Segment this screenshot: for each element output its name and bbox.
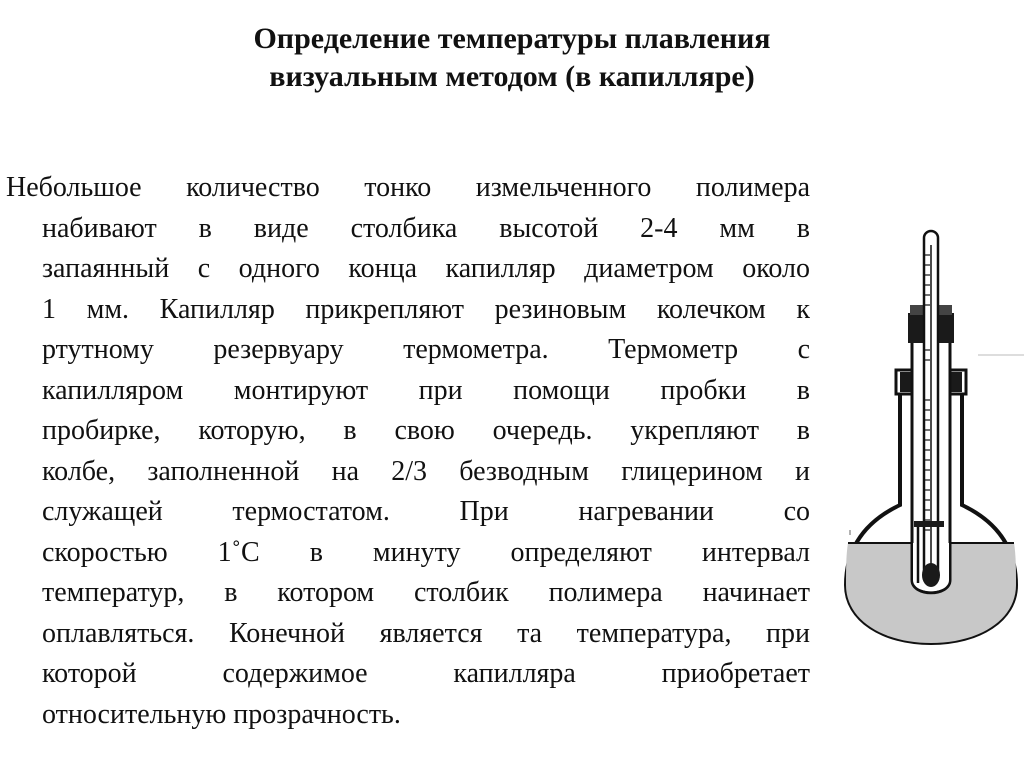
body-line: скоростью 1˚С в минуту определяют интервал bbox=[42, 536, 810, 568]
body-line: служащей термостатом. При нагревании со bbox=[42, 496, 810, 527]
title-line-2: визуальным методом (в капилляре) bbox=[269, 60, 755, 93]
body-line: оплавляться. Конечной является та температура, при bbox=[42, 617, 810, 649]
body-line: относительную прозрачность. bbox=[42, 698, 401, 730]
body-line: капилляром монтируют при помощи пробки в bbox=[42, 374, 810, 406]
apparatus-figure bbox=[838, 225, 1024, 645]
body-line: запаянный с одного конца капилляр диаметром около bbox=[42, 253, 810, 284]
body-line: которой содержимое капилляра приобретает bbox=[42, 658, 810, 689]
body-paragraph bbox=[6, 168, 810, 735]
body-line: пробирке, которую, в свою очередь. укрепляют в bbox=[42, 415, 810, 446]
body-line: температур, в котором столбик полимера начинает bbox=[42, 577, 810, 608]
body-line: набивают в виде столбика высотой 2-4 мм в bbox=[42, 212, 810, 244]
apparatus-drawing bbox=[838, 225, 1024, 645]
body-line: 1 мм. Капилляр прикрепляют резиновым колечком к bbox=[42, 293, 810, 325]
title-line-1: Определение температуры плавления bbox=[253, 22, 771, 55]
mercury-bulb bbox=[922, 563, 940, 587]
body-line: Небольшое количество тонко измельченного полимера bbox=[6, 172, 810, 203]
slide-title bbox=[140, 20, 884, 96]
body-line: колбе, заполненной на 2/3 безводным глицерином и bbox=[42, 455, 810, 487]
body-line: ртутному резервуару термометра. Термометр с bbox=[42, 334, 810, 365]
rubber-ring bbox=[914, 521, 944, 527]
